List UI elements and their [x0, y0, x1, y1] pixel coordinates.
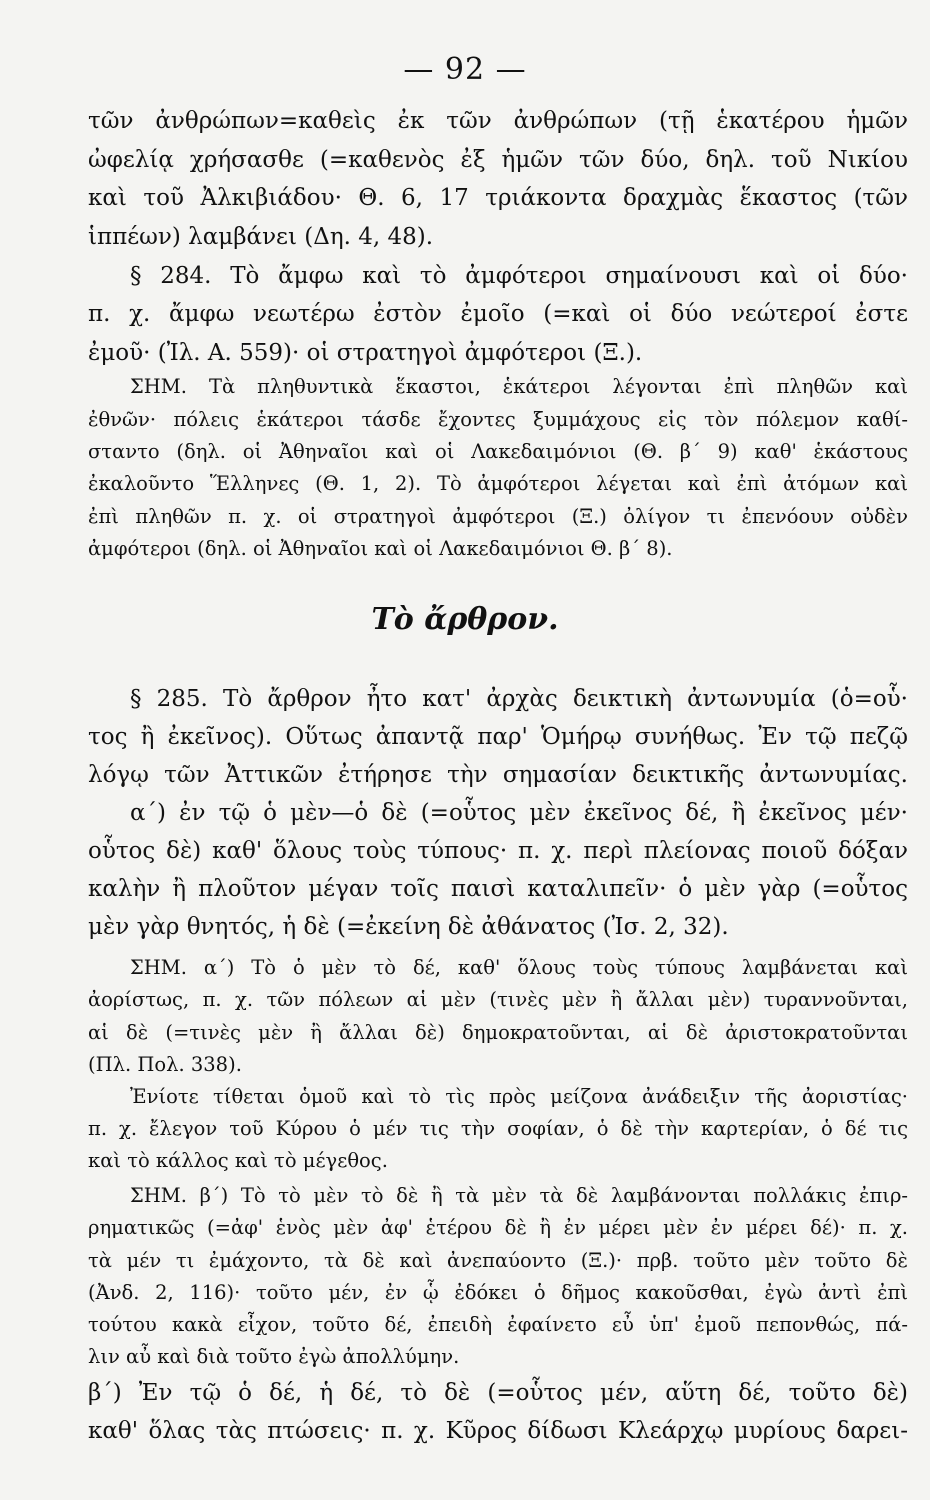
text-line: καλὴν ἢ πλοῦτον μέγαν τοῖς παισὶ καταλιπεῖν· ὁ μὲν γὰρ (=οὗτος [88, 876, 908, 902]
note-line: σταντο (δηλ. οἱ Ἀθηναῖοι καὶ οἱ Λακεδαιμόνιοι (Θ. β΄ 9) καθ' ἑκάστους [88, 440, 908, 463]
text-line: τος ἢ ἐκεῖνος). Οὕτως ἀπαντᾷ παρ' Ὁμήρῳ συνήθως. Ἐν τῷ πεζῷ [88, 724, 908, 750]
text-line: ἱππέων) λαμβάνει (Δη. 4, 48). [88, 224, 434, 250]
text-line: τῶν ἀνθρώπων=καθεὶς ἐκ τῶν ἀνθρώπων (τῇ ἑκατέρου ἡμῶν [88, 108, 908, 134]
note-line: ΣΗΜ. β΄) Τὸ τὸ μὲν τὸ δὲ ἢ τὰ μὲν τὰ δὲ λαμβάνονται πολλάκις ἐπιρ- [130, 1184, 908, 1207]
text-line: α΄) ἐν τῷ ὁ μὲν—ὁ δὲ (=οὗτος μὲν ἐκεῖνος δέ, ἢ ἐκεῖνος μέν· [130, 800, 908, 826]
text-line: ὠφελίᾳ χρήσασθε (=καθενὸς ἐξ ἡμῶν τῶν δύο, δηλ. τοῦ Νικίου [88, 147, 908, 173]
note-line: ἐθνῶν· πόλεις ἑκάτεροι τάσδε ἔχοντες ξυμμάχους εἰς τὸν πόλεμον καθί- [88, 408, 908, 431]
note-line: (Πλ. Πολ. 338). [88, 1053, 242, 1076]
note-line: ἐπὶ πληθῶν π. χ. οἱ στρατηγοὶ ἀμφότεροι (Ξ.) ὀλίγον τι ἐπενόουν οὐδὲν [88, 505, 908, 528]
section-heading: Τὸ ἄρθρον. [371, 602, 559, 637]
text-line: μὲν γὰρ θνητός, ἡ δὲ (=ἐκείνη δὲ ἀθάνατος (Ἰσ. 2, 32). [88, 914, 729, 940]
note-line: Ἐνίοτε τίθεται ὁμοῦ καὶ τὸ τὶς πρὸς μείζονα ἀνάδειξιν τῆς ἀοριστίας· [130, 1085, 908, 1108]
text-line: β΄) Ἐν τῷ ὁ δέ, ἡ δέ, τὸ δὲ (=οὗτος μέν, αὕτη δέ, τοῦτο δὲ) [88, 1380, 908, 1406]
text-line: § 284. Τὸ ἄμφω καὶ τὸ ἀμφότεροι σημαίνουσι καὶ οἱ δύο· [130, 263, 908, 289]
note-line: λιν αὖ καὶ διὰ τοῦτο ἐγὼ ἀπολλύμην. [88, 1345, 460, 1368]
note-line: τὰ μέν τι ἐμάχοντο, τὰ δὲ καὶ ἀνεπαύοντο (Ξ.)· πρβ. τοῦτο μὲν τοῦτο δὲ [88, 1249, 908, 1272]
note-line: αἱ δὲ (=τινὲς μὲν ἢ ἄλλαι δὲ) δημοκρατοῦνται, αἱ δὲ ἀριστοκρατοῦνται [88, 1021, 908, 1044]
note-line: ἀορίστως, π. χ. τῶν πόλεων αἱ μὲν (τινὲς μὲν ἢ ἄλλαι μὲν) τυραννοῦνται, [88, 988, 908, 1011]
note-line: π. χ. ἔλεγον τοῦ Κύρου ὁ μέν τις τὴν σοφίαν, ὁ δὲ τὴν καρτερίαν, ὁ δέ τις [88, 1117, 908, 1140]
note-line: ἀμφότεροι (δηλ. οἱ Ἀθηναῖοι καὶ οἱ Λακεδαιμόνιοι Θ. β΄ 8). [88, 537, 673, 560]
text-line: § 285. Τὸ ἄρθρον ἦτο κατ' ἀρχὰς δεικτικὴ ἀντωνυμία (ὁ=οὗ· [130, 686, 908, 712]
text-line: καὶ τοῦ Ἀλκιβιάδου· Θ. 6, 17 τριάκοντα δραχμὰς ἕκαστος (τῶν [88, 185, 908, 211]
note-line: (Ἀνδ. 2, 116)· τοῦτο μέν, ἐν ᾧ ἐδόκει ὁ δῆμος κακοῦσθαι, ἐγὼ ἀντὶ ἐπὶ [88, 1281, 908, 1304]
note-line: ρηματικῶς (=ἀφ' ἑνὸς μὲν ἀφ' ἑτέρου δὲ ἢ ἐν μέρει μὲν ἐν μέρει δέ)· π. χ. [88, 1216, 908, 1239]
note-line: καὶ τὸ κάλλος καὶ τὸ μέγεθος. [88, 1149, 388, 1172]
note-line: ΣΗΜ. α΄) Τὸ ὁ μὲν τὸ δέ, καθ' ὅλους τοὺς τύπους λαμβάνεται καὶ [130, 956, 908, 979]
note-line: ΣΗΜ. Τὰ πληθυντικὰ ἕκαστοι, ἑκάτεροι λέγονται ἐπὶ πληθῶν καὶ [130, 375, 908, 398]
text-line: οὗτος δὲ) καθ' ὅλους τοὺς τύπους· π. χ. περὶ πλείονας ποιοῦ δόξαν [88, 838, 908, 864]
text-line: π. χ. ἄμφω νεωτέρω ἐστὸν ἐμοῖο (=καὶ οἱ δύο νεώτεροί ἐστε [88, 301, 908, 327]
text-line: καθ' ὅλας τὰς πτώσεις· π. χ. Κῦρος δίδωσι Κλεάρχῳ μυρίους δαρει- [88, 1418, 908, 1444]
note-line: τούτου κακὰ εἶχον, τοῦτο δέ, ἐπειδὴ ἐφαίνετο εὖ ὑπ' ἐμοῦ πεπονθώς, πά- [88, 1313, 908, 1336]
text-line: ἐμοῦ· (Ἰλ. Α. 559)· οἱ στρατηγοὶ ἀμφότεροι (Ξ.). [88, 340, 643, 366]
note-line: ἐκαλοῦντο Ἕλληνες (Θ. 1, 2). Τὸ ἀμφότεροι λέγεται καὶ ἐπὶ ἀτόμων καὶ [88, 472, 908, 495]
text-line: λόγῳ τῶν Ἀττικῶν ἐτήρησε τὴν σημασίαν δεικτικῆς ἀντωνυμίας. [88, 762, 908, 788]
page-number: — 92 — [403, 52, 527, 87]
